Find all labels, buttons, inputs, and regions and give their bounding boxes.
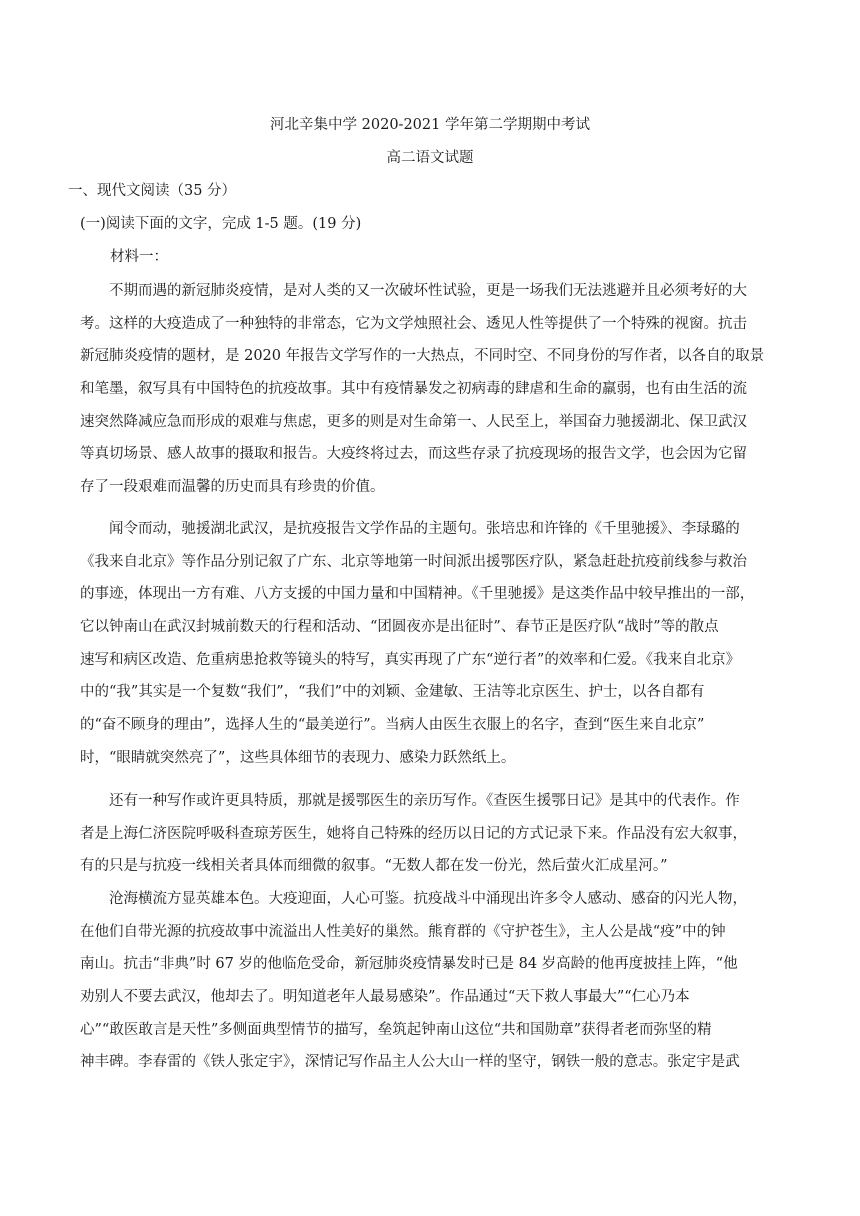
- exam-subtitle: 高二语文试题: [386, 150, 474, 166]
- paragraph-line: 南山。抗击“非典”时 67 岁的他临危受命，新冠肺炎疫情暴发时已是 84 岁高龄的他再度披挂上阵，“他: [80, 956, 738, 973]
- sub-heading: (一)阅读下面的文字，完成 1-5 题。(19 分): [80, 216, 362, 232]
- paragraph-2: [80, 513, 780, 775]
- paragraph-line: 新冠肺炎疫情的题材，是 2020 年报告文学写作的一大热点，不同时空、不同身份的写作者，以各自的取景: [80, 348, 765, 365]
- paragraph-line: 者是上海仁济医院呼吸科查琼芳医生，她将自己特殊的经历以日记的方式记录下来。作品没有宏大叙事，: [80, 825, 747, 842]
- paragraph-line: 有的只是与抗疫一线相关者具体而细微的叙事。“无数人都在发一份光，然后萤火汇成星河。”: [80, 858, 668, 875]
- paragraph-line: 不期而遇的新冠肺炎疫情，是对人类的又一次破坏性试验，更是一场我们无法逃避并且必须考好的大: [109, 283, 747, 299]
- paragraph-line: 速写和病区改造、危重病患抢救等镜头的特写，真实再现了广东“逆行者”的效率和仁爱。《我来自北京》: [80, 651, 741, 668]
- paragraph-line: 的“奋不顾身的理由”，选择人生的“最美逆行”。当病人由医生衣服上的名字，查到“医生来自北京”: [80, 717, 705, 734]
- paragraph-line: 闻令而动，驰援湖北武汉，是抗疫报告文学作品的主题句。张培忠和许锋的《千里驰援》、李琭璐的: [109, 521, 740, 537]
- paragraph-line: 时，“眼睛就突然亮了”，这些具体细节的表现力、感染力跃然纸上。: [80, 749, 516, 766]
- paragraph-line: 《我来自北京》等作品分别记叙了广东、北京等地第一时间派出援鄂医疗队，紧急赶赴抗疫前线参与救治: [80, 553, 747, 570]
- material-label: 材料一：: [110, 249, 168, 265]
- paragraph-line: 它以钟南山在武汉封城前数天的行程和活动、“团圆夜亦是出征时”、春节正是医疗队“战时”等的散点: [80, 619, 719, 636]
- section-heading: 一、现代文阅读（35 分）: [68, 183, 237, 199]
- paragraph-line: 在他们自带光源的抗疫故事中流溢出人性美好的巢然。熊育群的《守护苍生》，主人公是战“疫”中的钟: [80, 923, 726, 940]
- paragraph-line: 心”“敢医敢言是天性”多侧面典型情节的描写，垒筑起钟南山这位“共和国勋章”获得者老而弥坚的精: [80, 1021, 712, 1038]
- paragraph-line: 等真切场景、感人故事的摄取和报告。大疫终将过去，而这些存录了抗疫现场的报告文学，也会因为它留: [80, 446, 747, 463]
- paragraph-line: 存了一段艰难而温馨的历史而具有珍贵的价值。: [80, 479, 385, 496]
- paragraph-3: [80, 785, 780, 883]
- paragraph-line: 还有一种写作或许更具特质，那就是援鄂医生的亲历写作。《查医生援鄂日记》是其中的代表作。作: [109, 793, 740, 809]
- paragraph-line: 速突然降减应急而形成的艰难与焦虑，更多的则是对生命第一、人民至上，举国奋力驰援湖北、保卫武汉: [80, 413, 747, 430]
- exam-title: 河北辛集中学 2020-2021 学年第二学期期中考试: [270, 117, 590, 133]
- paragraph-line: 和笔墨，叙写具有中国特色的抗疫故事。其中有疫情暴发之初病毒的肆虐和生命的羸弱，也有由生活的流: [80, 381, 747, 398]
- paragraph-line: 中的“我”其实是一个复数“我们”，“我们”中的刘颖、金建敏、王洁等北京医生、护士，以各自都有: [80, 684, 705, 701]
- paragraph-line: 沧海横流方显英雄本色。大疫迎面，人心可鉴。抗疫战斗中涌现出许多令人感动、感奋的闪光人物，: [109, 891, 747, 907]
- paragraph-line: 神丰碑。李春雷的《铁人张定宇》，深情记写作品主人公大山一样的坚守，钢铁一般的意志。张定宇是武: [80, 1054, 740, 1071]
- paragraph-4: [80, 883, 780, 1079]
- paragraph-1: [80, 275, 780, 504]
- paragraph-line: 的事迹，体现出一方有难、八方支援的中国力量和中国精神。《千里驰援》是这类作品中较早推出的一部，: [80, 586, 755, 603]
- paragraph-line: 劝别人不要去武汉，他却去了。明知道老年人最易感染”。作品通过“天下救人事最大”“仁心乃本: [80, 989, 690, 1006]
- paragraph-line: 考。这样的大疫造成了一种独特的非常态，它为文学烛照社会、透见人性等提供了一个特殊的视窗。抗击: [80, 315, 747, 332]
